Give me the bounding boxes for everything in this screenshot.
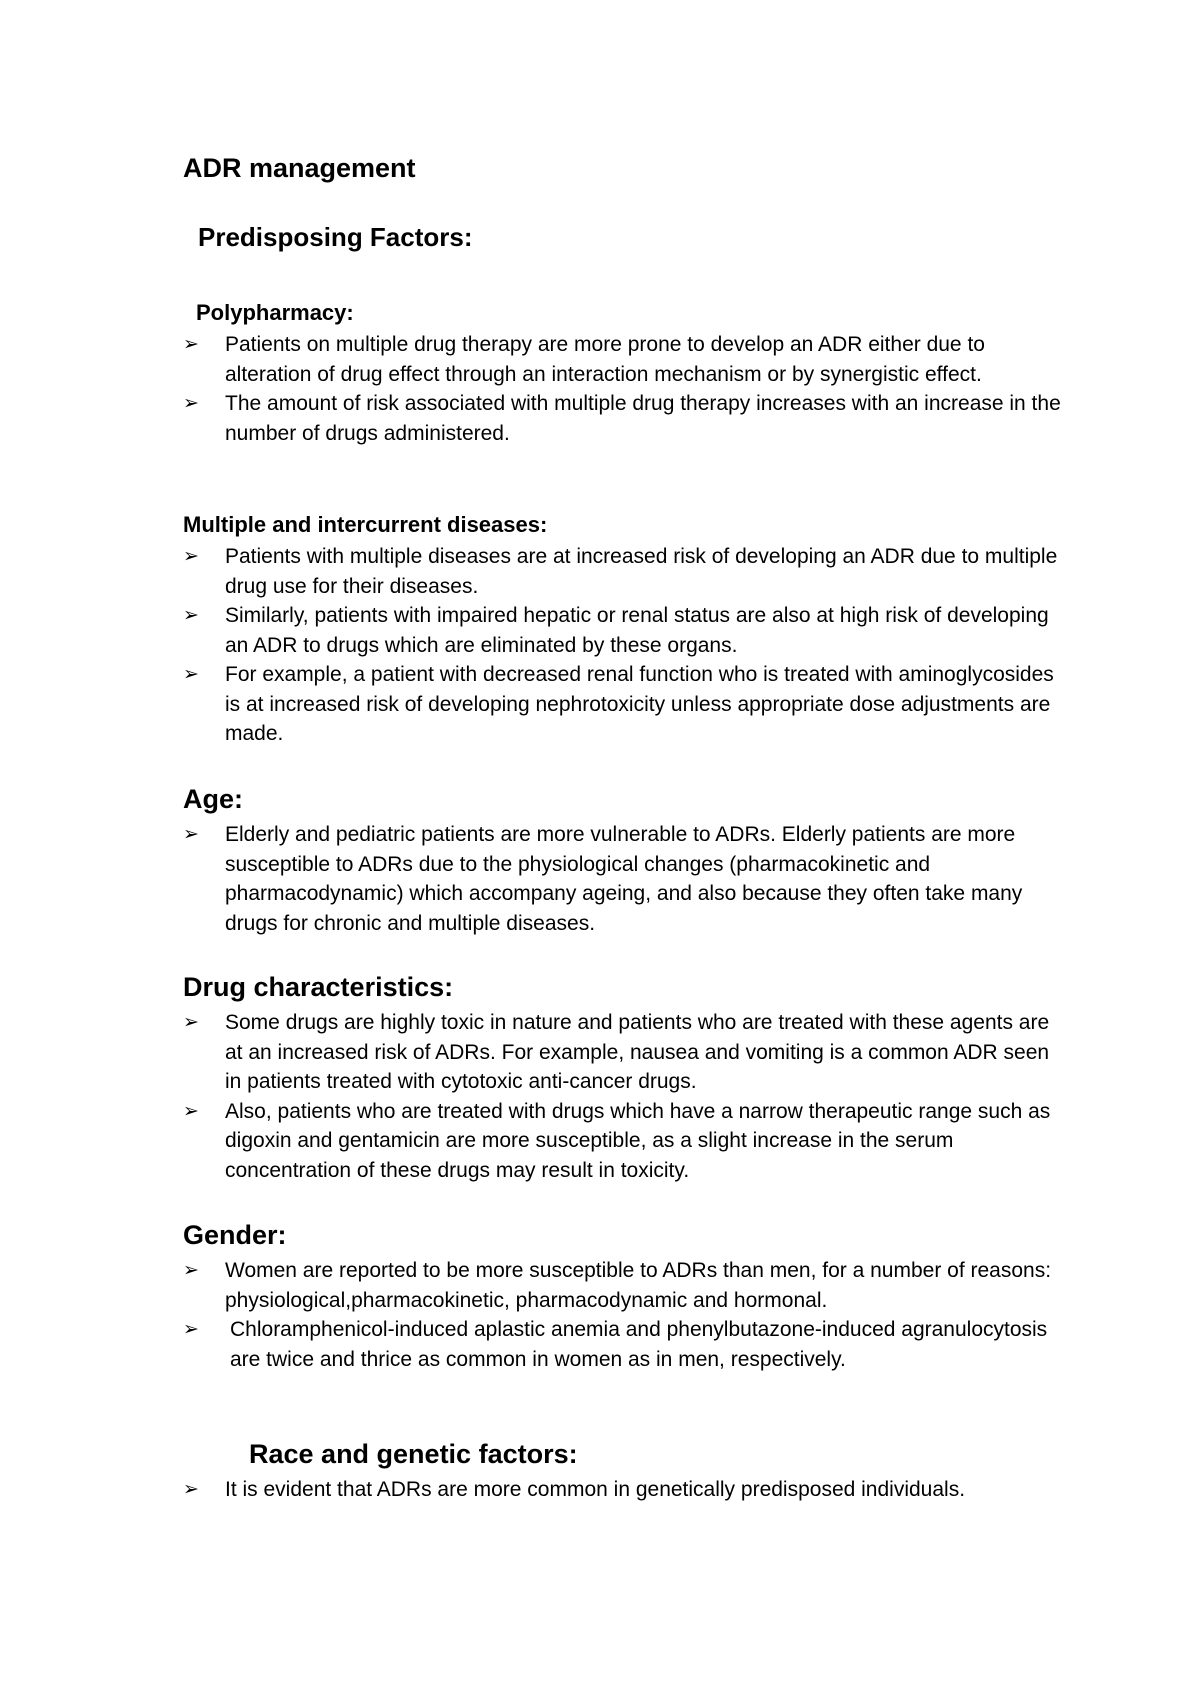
subtitle-predisposing-factors: Predisposing Factors: [198,222,473,252]
list-age [183,820,1063,938]
arrow-bullet-icon: ➢ [183,546,199,567]
list-item-text: Patients with multiple diseases are at increased risk of developing an ADR due to multiple drug use for their diseases. [225,545,1058,598]
heading-gender: Gender: [183,1220,287,1250]
arrow-bullet-icon: ➢ [183,824,199,845]
list-item [183,1008,1063,1097]
list-item [183,601,1063,660]
list-item [183,330,1063,389]
list-item-text: Also, patients who are treated with drugs which have a narrow therapeutic range such as digoxin and gentamicin are more susceptible, as a slight increase in the serum concentration of these drugs may result in toxicity. [225,1099,1051,1182]
heading-drug-characteristics: Drug characteristics: [183,972,454,1002]
list-polypharmacy [183,330,1063,448]
heading-polypharmacy: Polypharmacy: [196,300,354,325]
arrow-bullet-icon: ➢ [183,1012,199,1033]
arrow-bullet-icon: ➢ [183,1479,199,1500]
list-item [183,542,1063,601]
list-item-text: Elderly and pediatric patients are more vulnerable to ADRs. Elderly patients are more susceptible to ADRs due to the physiological changes (pharmacokinetic and pharmacodynamic) which accompany ageing, and also because they often take many drugs for chronic and multiple diseases. [225,823,1023,935]
list-item [183,1097,1063,1186]
heading-race-genetic-factors: Race and genetic factors: [249,1439,578,1469]
heading-age: Age: [183,784,243,814]
list-item [183,820,1063,938]
list-item-text: The amount of risk associated with multiple drug therapy increases with an increase in the number of drugs administered. [225,392,1061,445]
list-item-text: Chloramphenicol-induced aplastic anemia and phenylbutazone-induced agranulocytosis are twice and thrice as common in women as in men, respectively. [230,1318,1048,1371]
arrow-bullet-icon: ➢ [183,1260,199,1281]
list-drug-characteristics [183,1008,1063,1185]
arrow-bullet-icon: ➢ [183,664,199,685]
list-gender [183,1256,1063,1374]
list-race-genetic-factors [183,1475,1063,1505]
arrow-bullet-icon: ➢ [183,1319,199,1340]
list-item-text: Women are reported to be more susceptible to ADRs than men, for a number of reasons: physiological,pharmacokinetic, pharmacodynamic and hormonal. [225,1259,1052,1312]
document-title: ADR management [183,153,416,183]
list-item-text: Some drugs are highly toxic in nature and patients who are treated with these agents are at an increased risk of ADRs. For example, nausea and vomiting is a common ADR seen in patients treated with cytotoxic anti-cancer drugs. [225,1011,1050,1093]
list-item-text: Similarly, patients with impaired hepatic or renal status are also at high risk of developing an ADR to drugs which are eliminated by these organs. [225,604,1049,657]
list-item [183,389,1063,448]
list-item-text: For example, a patient with decreased renal function who is treated with aminoglycosides is at increased risk of developing nephrotoxicity unless appropriate dose adjustments are made. [225,663,1054,745]
list-item [183,1475,1063,1505]
list-item [183,1256,1063,1315]
arrow-bullet-icon: ➢ [183,393,199,414]
list-item-text: It is evident that ADRs are more common in genetically predisposed individuals. [225,1478,966,1501]
list-item [183,660,1063,749]
list-item [183,1315,1063,1374]
heading-multiple-diseases: Multiple and intercurrent diseases: [183,512,548,537]
arrow-bullet-icon: ➢ [183,1100,199,1122]
arrow-bullet-icon: ➢ [183,334,199,355]
arrow-bullet-icon: ➢ [183,605,199,626]
list-item-text: Patients on multiple drug therapy are more prone to develop an ADR either due to alteration of drug effect through an interaction mechanism or by synergistic effect. [225,333,985,386]
list-multiple-diseases [183,542,1063,749]
